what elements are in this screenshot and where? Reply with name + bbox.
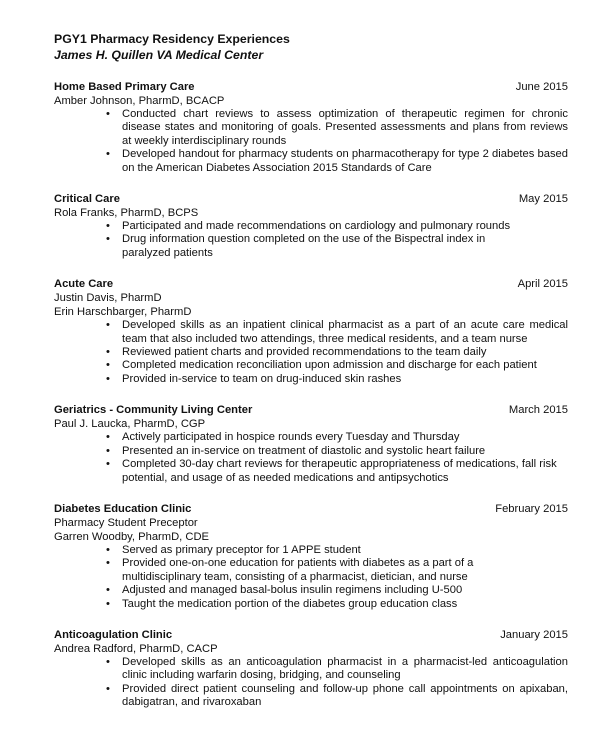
bullet-item: • Provided in-service to team on drug-induced skin rashes [106,372,402,385]
bullet-item: • Conducted chart reviews to assess optimization of therapeutic regimen for chronic disease states and monitoring of goals. Presented assessments and plans from reviews at weekly interdisciplinary rounds [106,108,568,147]
bullet-item: • Reviewed patient charts and provided recommendations to the team daily [106,346,487,359]
section-date: March 2015 [508,404,568,417]
bullet-icon: • [106,444,110,457]
preceptor: Garren Woodby, PharmD, CDE [54,530,210,543]
section-home-based-primary-care [54,80,568,175]
bullet-icon: • [106,233,110,246]
preceptor: Amber Johnson, PharmD, BCACP [54,95,225,107]
preceptor: Rola Franks, PharmD, BCPS [54,207,199,220]
bullet-item: • Completed medication reconciliation upon admission and discharge for each patient [106,359,537,372]
section-critical-care [54,192,568,260]
document-page [54,31,568,710]
bullet-icon: • [106,458,110,471]
section-date: January 2015 [500,628,568,641]
document-subtitle: James H. Quillen VA Medical Center [54,48,264,62]
bullet-icon: • [106,543,110,556]
bullet-icon: • [106,682,110,695]
preceptor: Andrea Radford, PharmD, CACP [54,642,218,655]
section-date: May 2015 [518,193,568,206]
bullet-icon: • [106,597,110,610]
bullet-icon: • [106,557,110,570]
bullet-icon: • [106,359,110,372]
preceptor: Justin Davis, PharmD [54,292,162,305]
bullet-item: • Taught the medication portion of the diabetes group education class [106,597,458,610]
section-date: February 2015 [495,502,568,515]
bullet-item: • Developed handout for pharmacy students on pharmacotherapy for type 2 diabetes based on the American Diabetes Association 2015 Standards of Care [106,148,568,174]
preceptor: Erin Harschbarger, PharmD [54,306,192,319]
section-name: Critical Care [54,193,120,206]
preceptor: Paul J. Laucka, PharmD, CGP [54,418,206,431]
bullet-item: • Developed skills as an inpatient clinical pharmacist as a part of an acute care medical team that also included two attendings, three medical residents, and a team nurse [106,319,568,345]
document-title: PGY1 Pharmacy Residency Experiences [54,32,290,46]
bullet-item: • Completed 30-day chart reviews for therapeutic appropriateness of medications, fall risk potential, and usage of as needed medications and antipsychotics [106,458,557,484]
bullet-list [54,431,568,485]
bullet-icon: • [106,346,110,359]
bullet-item: • Served as primary preceptor for 1 APPE student [106,543,361,556]
bullet-icon: • [106,431,110,444]
section-name: Diabetes Education Clinic [54,502,192,515]
section-name: Home Based Primary Care [54,81,195,93]
bullet-list [54,656,568,710]
bullet-item: • Actively participated in hospice rounds every Tuesday and Thursday [106,431,460,444]
section-anticoagulation-clinic [54,628,568,710]
bullet-icon: • [106,319,110,332]
section-diabetes-education-clinic [54,502,568,611]
bullet-list [54,319,568,386]
bullet-icon: • [106,584,110,597]
section-name: Acute Care [54,278,114,291]
bullet-icon: • [106,655,110,668]
section-name: Anticoagulation Clinic [54,628,173,641]
section-acute-care [54,277,568,386]
bullet-item: • Adjusted and managed basal-bolus insulin regimens including U-500 [106,584,463,597]
section-date: April 2015 [517,278,568,291]
bullet-icon: • [106,220,110,233]
bullet-item: • Participated and made recommendations on cardiology and pulmonary rounds [106,220,511,233]
bullet-list [54,544,568,611]
bullet-item: • Developed skills as an anticoagulation pharmacist in a pharmacist-led anticoagulation clinic including warfarin dosing, bridging, and counseling [106,655,568,682]
bullet-item: • Provided one-on-one education for patients with diabetes as a part of a multidisciplinary team, consisting of a pharmacist, dietician, and nurse [106,557,474,583]
bullet-item: • Provided direct patient counseling and follow-up phone call appointments on apixaban, dabigatran, and rivaroxaban [106,682,568,709]
section-name: Geriatrics - Community Living Center [54,404,253,417]
bullet-list [54,220,568,260]
section-geriatrics [54,403,568,485]
bullet-icon: • [106,108,110,120]
bullet-icon: • [106,372,110,385]
bullet-list [54,108,568,175]
role: Pharmacy Student Preceptor [54,516,198,529]
bullet-icon: • [106,148,110,161]
section-date: June 2015 [515,81,568,93]
bullet-item: • Presented an in-service on treatment of diastolic and systolic heart failure [106,444,486,457]
bullet-item: • Drug information question completed on the use of the Bispectral index in paralyzed patients [106,233,486,259]
